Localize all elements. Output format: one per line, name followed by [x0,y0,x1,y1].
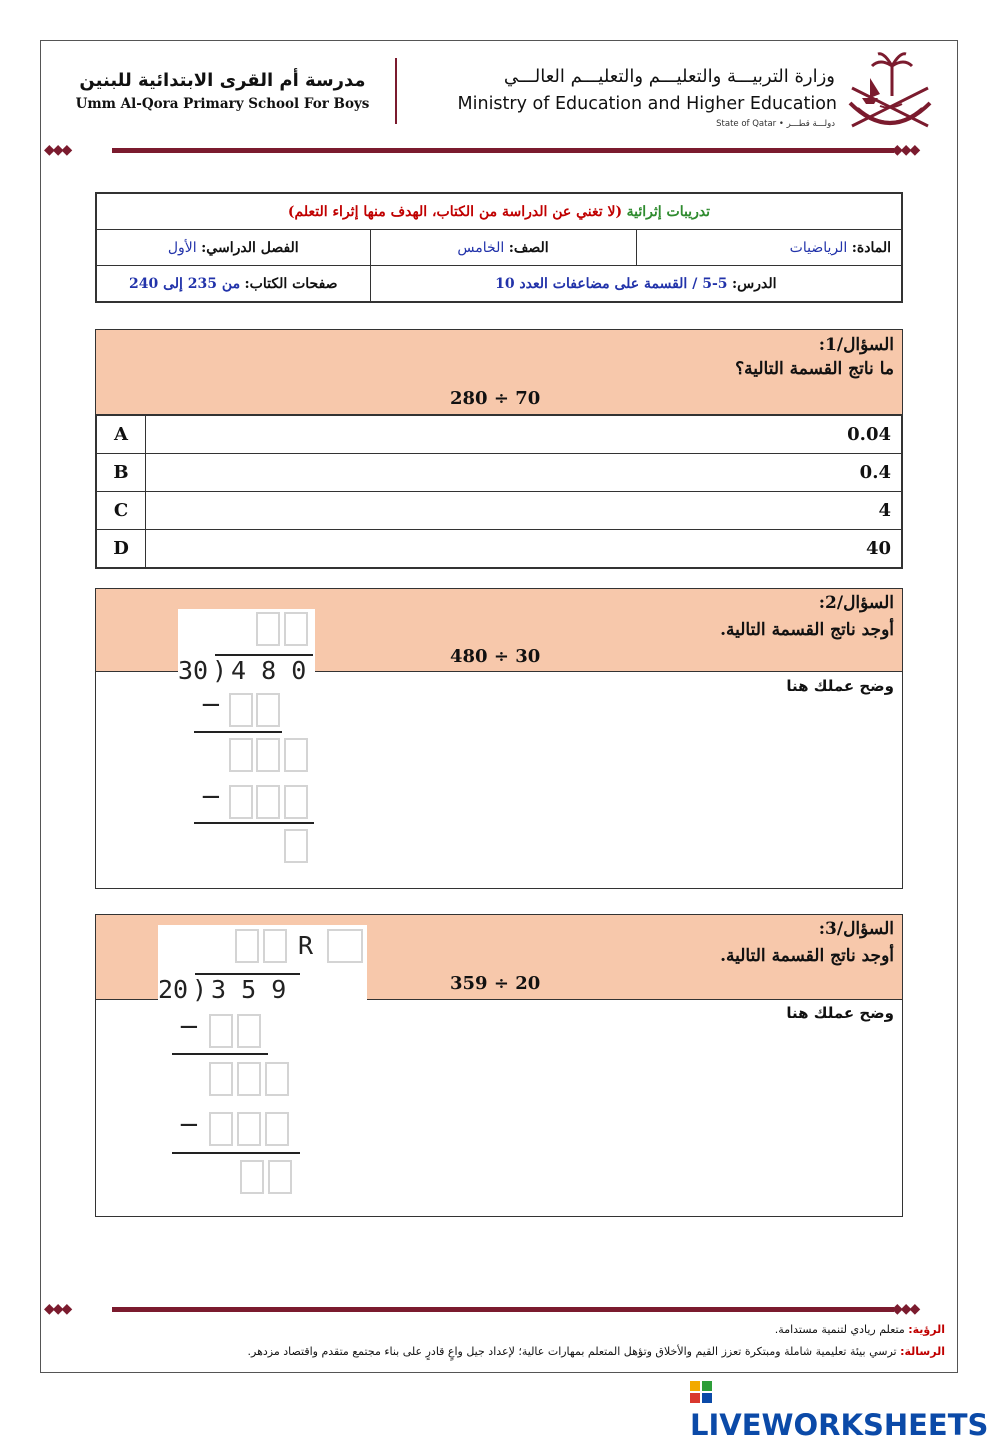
brand-text: LIVEWORKSHEETS [690,1408,989,1442]
choice-value: 0.4 [146,454,903,492]
q2-product-box-1[interactable] [229,693,253,727]
q2-subtract-line-2 [194,822,314,824]
vision-statement: الرؤية: متعلم ريادي لتنمية مستدامة. [774,1323,945,1336]
footer-rule [112,1307,894,1312]
liveworksheets-brand[interactable] [690,1374,990,1442]
liveworksheets-logo-icon [690,1381,712,1403]
q3-divisor: 20 [158,975,189,1004]
state-of-qatar: State of Qatar • دولـــة قطـــر [716,119,835,129]
q2-product2-box-2[interactable] [256,785,280,819]
q2-difference-box-2[interactable] [256,738,280,772]
choice-row[interactable] [96,492,902,530]
q3-remainder-label: R [298,931,314,960]
q2-remainder-box[interactable] [284,829,308,863]
term-cell: الفصل الدراسي: الأول [96,230,370,266]
q2-minus-sign-1: − [200,690,222,720]
question-3-title: السؤال/3: [818,919,894,939]
choice-label: D [96,530,146,569]
header-divider [395,58,397,124]
q3-product-box-2[interactable] [237,1014,261,1048]
q3-minus-sign-2: − [178,1110,200,1140]
decor-diamonds-right: ◆◆◆ [892,142,919,158]
question-1-title: السؤال/1: [818,335,894,355]
school-name-arabic: مدرسة أم القرى الابتدائية للبنين [79,70,366,91]
q3-difference-box-3[interactable] [265,1062,289,1096]
q2-product-box-2[interactable] [256,693,280,727]
ministry-name-english: Ministry of Education and Higher Education [457,94,837,114]
q2-dividend: 4 8 0 [231,656,307,685]
footer-diamonds-left: ◆◆◆ [44,1301,71,1317]
lesson-info-table [95,192,903,303]
q2-quotient-box-2[interactable] [284,612,308,646]
q3-subtract-line-2 [172,1152,300,1154]
q3-difference-box-2[interactable] [237,1062,261,1096]
ministry-name-arabic: وزارة التربيـــة والتعليـــم والتعليـــم العالـــي [503,66,835,87]
choice-label: B [96,454,146,492]
q3-final-box-2[interactable] [268,1160,292,1194]
q2-minus-sign-2: − [200,782,222,812]
ministry-logo-icon [840,48,940,140]
question-3-expression: 359 ÷ 20 [450,973,541,994]
q2-difference-box-1[interactable] [229,738,253,772]
choice-value: 40 [146,530,903,569]
subject-cell: المادة: الرياضيات [636,230,902,266]
pages-cell: صفحات الكتاب: من 235 إلى 240 [96,266,370,303]
question-2-expression: 480 ÷ 30 [450,646,541,667]
q3-quotient-box-1[interactable] [235,929,259,963]
question-2-prompt: أوجد ناتج القسمة التالية. [720,620,894,640]
decor-diamonds-left: ◆◆◆ [44,142,71,158]
q3-minus-sign-1: − [178,1012,200,1042]
footer-diamonds-right: ◆◆◆ [892,1301,919,1317]
question-1-expression: 280 ÷ 70 [450,388,541,409]
choice-row[interactable] [96,454,902,492]
school-name-english: Umm Al-Qora Primary School For Boys [75,96,370,112]
question-2-title: السؤال/2: [818,593,894,613]
mission-statement: الرسالة: ترسي بيئة تعليمية شاملة ومبتكرة تعزز القيم والأخلاق وتؤهل المتعلم بمهارات عالية؛ لإعداد جيل واعٍ قادرٍ على بناء مجتمع متقدم واقتصاد مزدهر. [247,1345,945,1358]
q3-remainder-box[interactable] [327,929,363,963]
q2-divisor: 30 [178,656,209,685]
q2-quotient-box-1[interactable] [256,612,280,646]
q3-subtract-line-1 [172,1053,268,1055]
q2-subtract-line-1 [194,731,282,733]
q3-dividend: 3 5 9 [211,975,287,1004]
choice-value: 0.04 [146,415,903,454]
enrichment-banner: تدريبات إثرائية (لا تغني عن الدراسة من الكتاب، الهدف منها إثراء التعلم) [96,193,902,230]
q3-quotient-box-2[interactable] [263,929,287,963]
choice-row[interactable] [96,530,902,569]
lesson-cell: الدرس: 5-5 / القسمة على مضاعفات العدد 10 [370,266,902,303]
question-1-choices [95,414,903,569]
question-3-prompt: أوجد ناتج القسمة التالية. [720,946,894,966]
q2-product2-box-3[interactable] [284,785,308,819]
q3-product2-box-2[interactable] [237,1112,261,1146]
q2-difference-box-3[interactable] [284,738,308,772]
q2-bracket: ) [212,656,228,685]
grade-cell: الصف: الخامس [370,230,636,266]
q3-product-box-1[interactable] [209,1014,233,1048]
q2-product2-box-1[interactable] [229,785,253,819]
question-2-hint: وضح عملك هنا [786,677,894,695]
q3-difference-box-1[interactable] [209,1062,233,1096]
choice-row[interactable] [96,415,902,454]
q3-bracket: ) [192,975,208,1004]
q3-product2-box-1[interactable] [209,1112,233,1146]
q3-final-box-1[interactable] [240,1160,264,1194]
question-3-hint: وضح عملك هنا [786,1004,894,1022]
choice-value: 4 [146,492,903,530]
choice-label: C [96,492,146,530]
choice-label: A [96,415,146,454]
question-1-prompt: ما ناتج القسمة التالية؟ [735,359,894,379]
q3-product2-box-3[interactable] [265,1112,289,1146]
header-rule [112,148,894,153]
